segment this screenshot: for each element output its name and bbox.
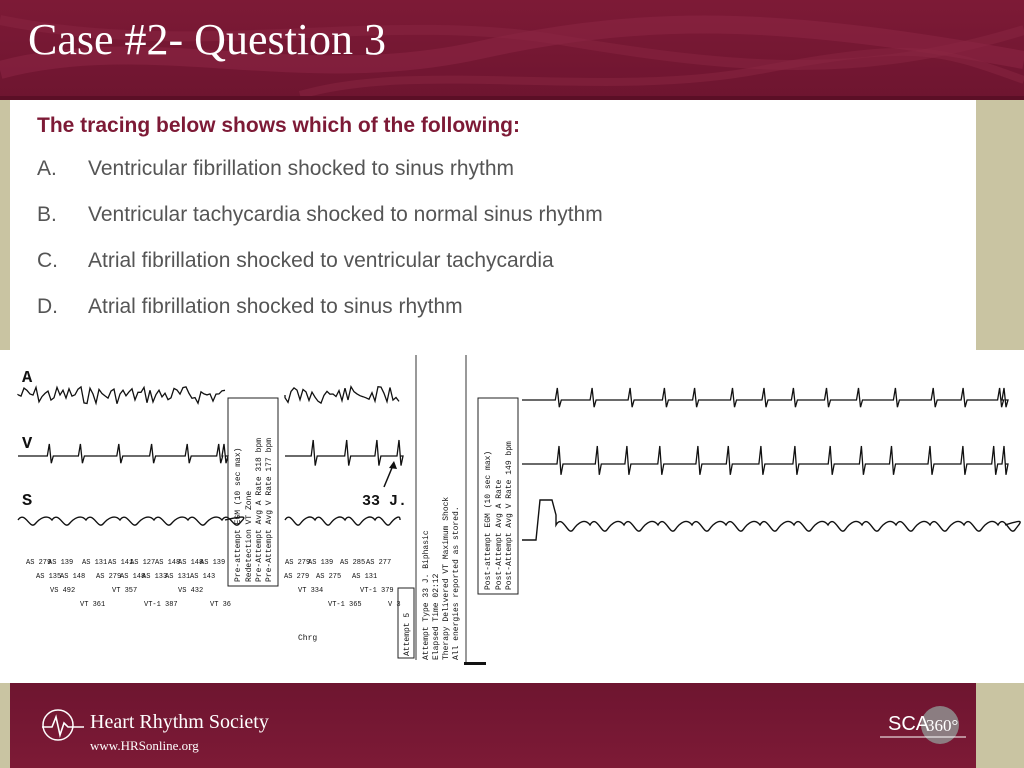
shock-arrowhead [389,461,397,469]
pre-attempt-text [234,438,274,582]
svg-text:VT 36: VT 36 [210,601,232,609]
svg-text:AS 148: AS 148 [120,573,146,581]
svg-text:VS 492: VS 492 [50,587,76,595]
svg-text:AS 131: AS 131 [165,573,191,581]
ventricular-trace-post [522,446,1008,475]
svg-text:AS 279: AS 279 [284,573,310,581]
svg-text:Post-Attempt Avg V Rate 149 b: Post-Attempt Avg V Rate 149 bpm [505,441,514,590]
option-text: Atrial fibrillation shocked to sinus rhythm [88,295,463,318]
atrial-trace-pre-1 [18,387,225,404]
svg-text:AS 148: AS 148 [60,573,86,581]
option-b [37,203,603,227]
svg-text:Post-Attempt Avg A Rate: Post-Attempt Avg A Rate [495,479,504,590]
svg-text:AS 279: AS 279 [285,559,311,567]
svg-text:All energies reported as store: All energies reported as stored. [452,506,461,660]
option-text: Ventricular fibrillation shocked to sinus rhythm [88,157,515,180]
svg-text:AS 277: AS 277 [366,559,392,567]
svg-text:Redetection VT Zone: Redetection VT Zone [245,490,254,582]
svg-text:AS 139: AS 139 [200,559,226,567]
channel-label-v: V [22,435,33,454]
channel-label-a: A [22,369,33,388]
svg-text:VT-1 365: VT-1 365 [328,601,362,609]
heart-rhythm-logo-icon [40,707,84,743]
svg-text:Pre-Attempt Avg V Rate 177 bp: Pre-Attempt Avg V Rate 177 bpm [265,437,274,582]
svg-text:VT 361: VT 361 [80,601,106,609]
svg-text:Elapsed Time 02:12: Elapsed Time 02:12 [432,573,441,660]
atrial-trace-post [522,388,1008,407]
svg-text:Attempt Type 33 J. Biphasic: Attempt Type 33 J. Biphasic [422,530,431,660]
slide-title: Case #2- Question 3 [28,15,387,64]
svg-text:AS 135: AS 135 [36,573,62,581]
atrial-trace-pre-2 [285,387,399,403]
svg-text:AS 139: AS 139 [48,559,74,567]
attempt-text [403,613,412,656]
option-c [37,249,554,273]
svg-text:AS 131: AS 131 [352,573,378,581]
marker-annotations [26,559,401,609]
option-a [37,157,514,181]
svg-text:Pre-attempt EGM (10 sec max): Pre-attempt EGM (10 sec max) [234,447,243,582]
org-name: Heart Rhythm Society [90,711,269,733]
option-letter: D. [37,295,58,318]
svg-text:Attempt 5: Attempt 5 [403,612,412,656]
option-d [37,295,463,319]
svg-text:AS 279: AS 279 [26,559,52,567]
post-attempt-text [484,441,514,590]
svg-text:VT-1 387: VT-1 387 [144,601,178,609]
sca-logo-360: 360° [926,716,959,735]
option-text: Atrial fibrillation shocked to ventricular tachycardia [88,249,554,272]
ecg-tracing-image [0,350,1024,683]
svg-text:AS 143: AS 143 [190,573,216,581]
org-url-link[interactable]: www.HRSonline.org [90,738,199,753]
svg-text:AS 279: AS 279 [96,573,122,581]
ecg-tracing-svg [0,350,1024,683]
svg-text:AS 131: AS 131 [82,559,108,567]
svg-text:AS 133: AS 133 [142,573,168,581]
svg-text:AS 139: AS 139 [308,559,334,567]
surface-trace-pre-2 [285,517,400,525]
tracing-end-mark [464,662,486,665]
option-letter: B. [37,203,57,226]
svg-text:VT 357: VT 357 [112,587,138,595]
attempt-detail-text [422,497,461,660]
charge-mark: Chrg [298,634,318,643]
svg-text:Post-attempt EGM (10 sec max): Post-attempt EGM (10 sec max) [484,450,493,590]
svg-text:AS 127: AS 127 [130,559,156,567]
ventricular-trace-pre-2 [285,440,403,466]
left-side-strip [0,100,10,350]
option-letter: C. [37,249,58,272]
ventricular-trace-pre-1 [18,444,228,463]
option-text: Ventricular tachycardia shocked to normal sinus rhythm [88,203,603,226]
right-side-strip [976,100,1024,350]
slide-footer [0,683,1024,768]
option-letter: A. [37,157,57,180]
svg-text:AS 148: AS 148 [178,559,204,567]
svg-text:VT-1 379: VT-1 379 [360,587,394,595]
surface-trace-pre-1 [18,517,244,525]
svg-text:Therapy Delivered VT Maximum: Therapy Delivered VT Maximum Shock [442,496,451,660]
svg-text:AS 148: AS 148 [155,559,181,567]
sca-logo-text: SCA [888,713,930,735]
channel-label-s: S [22,492,33,511]
svg-text:AS 285: AS 285 [340,559,366,567]
svg-text:V 3: V 3 [388,601,401,609]
surface-trace-post [522,500,1020,540]
svg-text:Pre-Attempt Avg A Rate 318 bp: Pre-Attempt Avg A Rate 318 bpm [255,437,264,582]
question-prompt: The tracing below shows which of the following: [37,114,520,137]
svg-text:AS 275: AS 275 [316,573,342,581]
slide-header [0,0,1024,98]
svg-text:VT 334: VT 334 [298,587,324,595]
svg-text:AS 141: AS 141 [108,559,134,567]
question-panel [10,100,976,350]
svg-text:VS 432: VS 432 [178,587,204,595]
footer-banner [10,683,976,768]
shock-energy-label: 33 J. [362,493,408,510]
